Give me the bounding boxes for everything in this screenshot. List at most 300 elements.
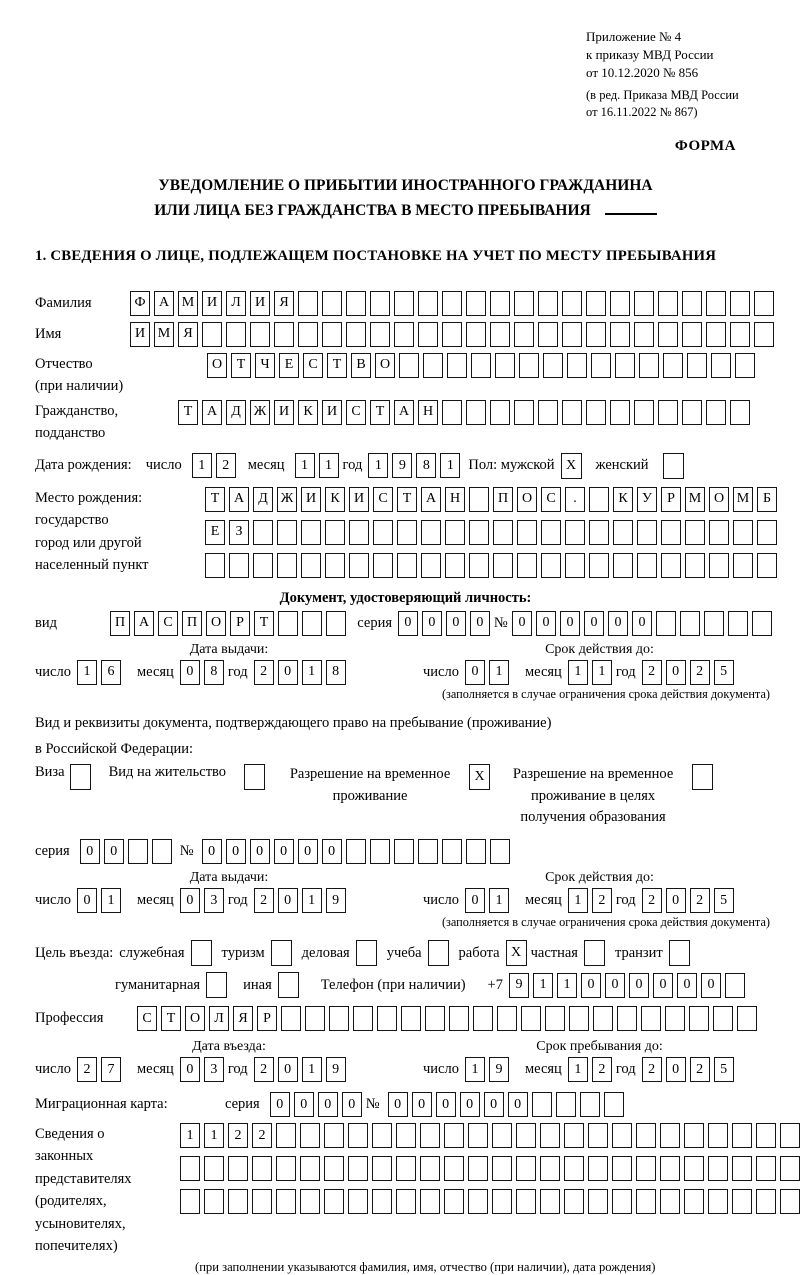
char-cell[interactable]: 0 bbox=[446, 611, 466, 636]
char-cell[interactable] bbox=[278, 611, 298, 636]
char-cell[interactable] bbox=[372, 1156, 392, 1181]
char-cell[interactable]: 0 bbox=[632, 611, 652, 636]
char-cell[interactable]: О bbox=[206, 611, 226, 636]
char-cell[interactable]: 0 bbox=[318, 1092, 338, 1117]
char-cell[interactable] bbox=[466, 400, 486, 425]
char-cell[interactable] bbox=[569, 1006, 589, 1031]
char-cell[interactable] bbox=[469, 520, 489, 545]
char-cell[interactable] bbox=[589, 487, 609, 512]
char-cell[interactable]: 9 bbox=[392, 453, 412, 478]
char-cell[interactable] bbox=[442, 400, 462, 425]
char-cell[interactable] bbox=[543, 353, 563, 378]
char-cell[interactable] bbox=[735, 353, 755, 378]
char-cell[interactable]: 1 bbox=[568, 1057, 588, 1082]
char-cell[interactable]: 0 bbox=[666, 660, 686, 685]
char-cell[interactable] bbox=[687, 353, 707, 378]
char-cell[interactable] bbox=[780, 1189, 800, 1214]
char-cell[interactable]: 0 bbox=[104, 839, 124, 864]
char-cell[interactable] bbox=[466, 291, 486, 316]
char-cell[interactable]: А bbox=[394, 400, 414, 425]
char-cell[interactable]: 1 bbox=[180, 1123, 200, 1148]
char-cell[interactable]: С bbox=[137, 1006, 157, 1031]
char-cell[interactable] bbox=[517, 520, 537, 545]
char-cell[interactable] bbox=[708, 1123, 728, 1148]
residence-permit-checkbox[interactable] bbox=[244, 764, 265, 790]
char-cell[interactable] bbox=[493, 520, 513, 545]
char-cell[interactable] bbox=[613, 520, 633, 545]
char-cell[interactable] bbox=[521, 1006, 541, 1031]
char-cell[interactable] bbox=[226, 322, 246, 347]
purpose-other-checkbox[interactable] bbox=[278, 972, 299, 998]
char-cell[interactable]: Т bbox=[327, 353, 347, 378]
char-cell[interactable] bbox=[418, 322, 438, 347]
char-cell[interactable] bbox=[636, 1189, 656, 1214]
female-checkbox[interactable] bbox=[663, 453, 684, 479]
char-cell[interactable]: М bbox=[154, 322, 174, 347]
purpose-work-checkbox[interactable]: X bbox=[506, 940, 527, 966]
char-cell[interactable] bbox=[588, 1189, 608, 1214]
char-cell[interactable]: 0 bbox=[605, 973, 625, 998]
char-cell[interactable] bbox=[442, 322, 462, 347]
char-cell[interactable]: 0 bbox=[629, 973, 649, 998]
char-cell[interactable] bbox=[229, 553, 249, 578]
char-cell[interactable]: 0 bbox=[180, 888, 200, 913]
char-cell[interactable] bbox=[445, 520, 465, 545]
char-cell[interactable] bbox=[300, 1189, 320, 1214]
char-cell[interactable]: И bbox=[322, 400, 342, 425]
char-cell[interactable] bbox=[492, 1156, 512, 1181]
char-cell[interactable] bbox=[205, 553, 225, 578]
char-cell[interactable] bbox=[490, 322, 510, 347]
char-cell[interactable]: 1 bbox=[489, 888, 509, 913]
char-cell[interactable] bbox=[370, 839, 390, 864]
char-cell[interactable] bbox=[540, 1123, 560, 1148]
char-cell[interactable] bbox=[514, 322, 534, 347]
char-cell[interactable] bbox=[589, 553, 609, 578]
char-cell[interactable] bbox=[532, 1092, 552, 1117]
char-cell[interactable] bbox=[733, 520, 753, 545]
char-cell[interactable] bbox=[685, 553, 705, 578]
char-cell[interactable] bbox=[682, 291, 702, 316]
char-cell[interactable]: 1 bbox=[592, 660, 612, 685]
char-cell[interactable] bbox=[706, 400, 726, 425]
char-cell[interactable]: 1 bbox=[192, 453, 212, 478]
char-cell[interactable] bbox=[711, 353, 731, 378]
char-cell[interactable] bbox=[444, 1189, 464, 1214]
char-cell[interactable] bbox=[565, 520, 585, 545]
char-cell[interactable] bbox=[301, 520, 321, 545]
char-cell[interactable]: Т bbox=[397, 487, 417, 512]
purpose-private-checkbox[interactable] bbox=[584, 940, 605, 966]
char-cell[interactable]: 0 bbox=[536, 611, 556, 636]
char-cell[interactable]: Ж bbox=[277, 487, 297, 512]
char-cell[interactable] bbox=[612, 1123, 632, 1148]
char-cell[interactable]: 0 bbox=[226, 839, 246, 864]
char-cell[interactable] bbox=[564, 1156, 584, 1181]
char-cell[interactable] bbox=[538, 322, 558, 347]
char-cell[interactable] bbox=[394, 322, 414, 347]
char-cell[interactable]: С bbox=[158, 611, 178, 636]
char-cell[interactable] bbox=[444, 1123, 464, 1148]
char-cell[interactable] bbox=[637, 553, 657, 578]
char-cell[interactable] bbox=[541, 520, 561, 545]
char-cell[interactable] bbox=[752, 611, 772, 636]
char-cell[interactable] bbox=[730, 291, 750, 316]
char-cell[interactable]: 1 bbox=[101, 888, 121, 913]
char-cell[interactable]: 3 bbox=[204, 888, 224, 913]
char-cell[interactable] bbox=[589, 520, 609, 545]
char-cell[interactable]: И bbox=[250, 291, 270, 316]
char-cell[interactable]: Ч bbox=[255, 353, 275, 378]
char-cell[interactable] bbox=[610, 322, 630, 347]
char-cell[interactable]: Р bbox=[230, 611, 250, 636]
char-cell[interactable] bbox=[490, 839, 510, 864]
char-cell[interactable]: 1 bbox=[302, 660, 322, 685]
char-cell[interactable]: М bbox=[733, 487, 753, 512]
char-cell[interactable] bbox=[562, 291, 582, 316]
char-cell[interactable] bbox=[634, 291, 654, 316]
char-cell[interactable]: К bbox=[613, 487, 633, 512]
char-cell[interactable] bbox=[730, 322, 750, 347]
char-cell[interactable] bbox=[708, 1189, 728, 1214]
char-cell[interactable] bbox=[516, 1189, 536, 1214]
char-cell[interactable]: 1 bbox=[440, 453, 460, 478]
char-cell[interactable]: С bbox=[373, 487, 393, 512]
char-cell[interactable] bbox=[540, 1189, 560, 1214]
char-cell[interactable]: 0 bbox=[322, 839, 342, 864]
char-cell[interactable]: 0 bbox=[465, 888, 485, 913]
char-cell[interactable]: И bbox=[274, 400, 294, 425]
char-cell[interactable]: 0 bbox=[270, 1092, 290, 1117]
char-cell[interactable] bbox=[754, 322, 774, 347]
char-cell[interactable] bbox=[346, 839, 366, 864]
char-cell[interactable]: П bbox=[110, 611, 130, 636]
char-cell[interactable]: А bbox=[202, 400, 222, 425]
char-cell[interactable] bbox=[202, 322, 222, 347]
char-cell[interactable] bbox=[641, 1006, 661, 1031]
char-cell[interactable] bbox=[420, 1189, 440, 1214]
char-cell[interactable] bbox=[396, 1189, 416, 1214]
char-cell[interactable]: 0 bbox=[653, 973, 673, 998]
char-cell[interactable] bbox=[541, 553, 561, 578]
char-cell[interactable]: Т bbox=[205, 487, 225, 512]
purpose-official-checkbox[interactable] bbox=[191, 940, 212, 966]
char-cell[interactable]: 9 bbox=[509, 973, 529, 998]
purpose-tourism-checkbox[interactable] bbox=[271, 940, 292, 966]
char-cell[interactable]: 2 bbox=[690, 888, 710, 913]
char-cell[interactable] bbox=[348, 1123, 368, 1148]
char-cell[interactable]: 6 bbox=[101, 660, 121, 685]
char-cell[interactable]: 1 bbox=[302, 1057, 322, 1082]
char-cell[interactable] bbox=[706, 322, 726, 347]
char-cell[interactable] bbox=[252, 1156, 272, 1181]
char-cell[interactable]: 5 bbox=[714, 888, 734, 913]
char-cell[interactable] bbox=[349, 520, 369, 545]
char-cell[interactable] bbox=[580, 1092, 600, 1117]
char-cell[interactable] bbox=[565, 553, 585, 578]
char-cell[interactable]: Я bbox=[274, 291, 294, 316]
char-cell[interactable] bbox=[613, 553, 633, 578]
char-cell[interactable] bbox=[298, 322, 318, 347]
char-cell[interactable]: . bbox=[565, 487, 585, 512]
char-cell[interactable] bbox=[180, 1189, 200, 1214]
char-cell[interactable]: Л bbox=[209, 1006, 229, 1031]
char-cell[interactable]: Т bbox=[370, 400, 390, 425]
char-cell[interactable] bbox=[329, 1006, 349, 1031]
char-cell[interactable]: З bbox=[229, 520, 249, 545]
purpose-study-checkbox[interactable] bbox=[428, 940, 449, 966]
char-cell[interactable] bbox=[684, 1123, 704, 1148]
char-cell[interactable] bbox=[442, 291, 462, 316]
char-cell[interactable]: 7 bbox=[101, 1057, 121, 1082]
char-cell[interactable] bbox=[756, 1123, 776, 1148]
char-cell[interactable]: 0 bbox=[470, 611, 490, 636]
char-cell[interactable] bbox=[704, 611, 724, 636]
char-cell[interactable]: 0 bbox=[422, 611, 442, 636]
char-cell[interactable] bbox=[588, 1156, 608, 1181]
char-cell[interactable] bbox=[661, 520, 681, 545]
char-cell[interactable] bbox=[180, 1156, 200, 1181]
char-cell[interactable] bbox=[612, 1189, 632, 1214]
char-cell[interactable] bbox=[709, 553, 729, 578]
char-cell[interactable]: 0 bbox=[412, 1092, 432, 1117]
purpose-humanitarian-checkbox[interactable] bbox=[206, 972, 227, 998]
char-cell[interactable]: Н bbox=[418, 400, 438, 425]
char-cell[interactable]: И bbox=[301, 487, 321, 512]
char-cell[interactable]: А bbox=[134, 611, 154, 636]
char-cell[interactable] bbox=[373, 520, 393, 545]
char-cell[interactable] bbox=[372, 1189, 392, 1214]
char-cell[interactable] bbox=[713, 1006, 733, 1031]
male-checkbox[interactable]: X bbox=[561, 453, 582, 479]
char-cell[interactable]: 2 bbox=[77, 1057, 97, 1082]
char-cell[interactable] bbox=[469, 553, 489, 578]
char-cell[interactable] bbox=[228, 1156, 248, 1181]
char-cell[interactable] bbox=[399, 353, 419, 378]
char-cell[interactable] bbox=[372, 1123, 392, 1148]
char-cell[interactable]: 1 bbox=[368, 453, 388, 478]
char-cell[interactable] bbox=[756, 1189, 776, 1214]
char-cell[interactable] bbox=[348, 1156, 368, 1181]
char-cell[interactable]: 0 bbox=[484, 1092, 504, 1117]
char-cell[interactable] bbox=[593, 1006, 613, 1031]
char-cell[interactable]: 0 bbox=[465, 660, 485, 685]
char-cell[interactable]: 2 bbox=[690, 660, 710, 685]
char-cell[interactable] bbox=[250, 322, 270, 347]
char-cell[interactable] bbox=[689, 1006, 709, 1031]
char-cell[interactable] bbox=[397, 553, 417, 578]
char-cell[interactable]: Я bbox=[178, 322, 198, 347]
char-cell[interactable]: 8 bbox=[204, 660, 224, 685]
char-cell[interactable] bbox=[281, 1006, 301, 1031]
char-cell[interactable]: 2 bbox=[642, 888, 662, 913]
char-cell[interactable] bbox=[612, 1156, 632, 1181]
char-cell[interactable]: 1 bbox=[204, 1123, 224, 1148]
char-cell[interactable]: 2 bbox=[592, 888, 612, 913]
char-cell[interactable] bbox=[397, 520, 417, 545]
char-cell[interactable] bbox=[780, 1156, 800, 1181]
char-cell[interactable] bbox=[276, 1189, 296, 1214]
char-cell[interactable] bbox=[322, 322, 342, 347]
char-cell[interactable]: Т bbox=[178, 400, 198, 425]
char-cell[interactable]: 0 bbox=[278, 1057, 298, 1082]
char-cell[interactable]: А bbox=[229, 487, 249, 512]
char-cell[interactable] bbox=[660, 1156, 680, 1181]
char-cell[interactable]: 2 bbox=[592, 1057, 612, 1082]
char-cell[interactable] bbox=[610, 291, 630, 316]
char-cell[interactable]: С bbox=[303, 353, 323, 378]
char-cell[interactable] bbox=[730, 400, 750, 425]
char-cell[interactable] bbox=[348, 1189, 368, 1214]
char-cell[interactable] bbox=[298, 291, 318, 316]
char-cell[interactable] bbox=[617, 1006, 637, 1031]
char-cell[interactable] bbox=[538, 400, 558, 425]
char-cell[interactable]: С bbox=[541, 487, 561, 512]
char-cell[interactable]: К bbox=[325, 487, 345, 512]
char-cell[interactable] bbox=[732, 1123, 752, 1148]
char-cell[interactable]: 1 bbox=[77, 660, 97, 685]
char-cell[interactable]: 0 bbox=[436, 1092, 456, 1117]
char-cell[interactable] bbox=[658, 400, 678, 425]
char-cell[interactable] bbox=[442, 839, 462, 864]
char-cell[interactable] bbox=[420, 1123, 440, 1148]
char-cell[interactable]: 2 bbox=[254, 1057, 274, 1082]
char-cell[interactable] bbox=[276, 1123, 296, 1148]
char-cell[interactable]: 0 bbox=[560, 611, 580, 636]
char-cell[interactable] bbox=[540, 1156, 560, 1181]
char-cell[interactable]: 9 bbox=[489, 1057, 509, 1082]
char-cell[interactable] bbox=[373, 553, 393, 578]
purpose-transit-checkbox[interactable] bbox=[669, 940, 690, 966]
char-cell[interactable]: Р bbox=[257, 1006, 277, 1031]
char-cell[interactable] bbox=[684, 1156, 704, 1181]
char-cell[interactable]: 0 bbox=[666, 1057, 686, 1082]
char-cell[interactable] bbox=[495, 353, 515, 378]
char-cell[interactable] bbox=[421, 520, 441, 545]
char-cell[interactable]: 0 bbox=[202, 839, 222, 864]
char-cell[interactable]: 0 bbox=[460, 1092, 480, 1117]
char-cell[interactable] bbox=[639, 353, 659, 378]
char-cell[interactable]: 2 bbox=[216, 453, 236, 478]
char-cell[interactable] bbox=[300, 1156, 320, 1181]
purpose-business-checkbox[interactable] bbox=[356, 940, 377, 966]
char-cell[interactable] bbox=[682, 322, 702, 347]
char-cell[interactable] bbox=[663, 353, 683, 378]
char-cell[interactable] bbox=[420, 1156, 440, 1181]
char-cell[interactable] bbox=[449, 1006, 469, 1031]
char-cell[interactable]: Н bbox=[445, 487, 465, 512]
char-cell[interactable] bbox=[349, 553, 369, 578]
char-cell[interactable] bbox=[468, 1123, 488, 1148]
char-cell[interactable] bbox=[636, 1123, 656, 1148]
char-cell[interactable] bbox=[556, 1092, 576, 1117]
char-cell[interactable] bbox=[396, 1156, 416, 1181]
char-cell[interactable]: И bbox=[349, 487, 369, 512]
char-cell[interactable]: 0 bbox=[701, 973, 721, 998]
char-cell[interactable] bbox=[300, 1123, 320, 1148]
char-cell[interactable] bbox=[586, 322, 606, 347]
char-cell[interactable] bbox=[473, 1006, 493, 1031]
char-cell[interactable]: 1 bbox=[533, 973, 553, 998]
char-cell[interactable] bbox=[447, 353, 467, 378]
char-cell[interactable] bbox=[492, 1123, 512, 1148]
char-cell[interactable]: 0 bbox=[608, 611, 628, 636]
char-cell[interactable]: 2 bbox=[254, 888, 274, 913]
char-cell[interactable] bbox=[490, 291, 510, 316]
char-cell[interactable] bbox=[396, 1123, 416, 1148]
char-cell[interactable]: 0 bbox=[508, 1092, 528, 1117]
char-cell[interactable]: 0 bbox=[677, 973, 697, 998]
char-cell[interactable]: 5 bbox=[714, 1057, 734, 1082]
char-cell[interactable] bbox=[517, 553, 537, 578]
char-cell[interactable]: 1 bbox=[319, 453, 339, 478]
char-cell[interactable] bbox=[706, 291, 726, 316]
char-cell[interactable]: 0 bbox=[298, 839, 318, 864]
char-cell[interactable] bbox=[682, 400, 702, 425]
char-cell[interactable] bbox=[757, 520, 777, 545]
char-cell[interactable] bbox=[562, 400, 582, 425]
char-cell[interactable] bbox=[252, 1189, 272, 1214]
char-cell[interactable]: 0 bbox=[250, 839, 270, 864]
char-cell[interactable] bbox=[708, 1156, 728, 1181]
char-cell[interactable]: 2 bbox=[642, 660, 662, 685]
char-cell[interactable] bbox=[660, 1189, 680, 1214]
char-cell[interactable]: 1 bbox=[302, 888, 322, 913]
char-cell[interactable] bbox=[660, 1123, 680, 1148]
char-cell[interactable] bbox=[353, 1006, 373, 1031]
char-cell[interactable] bbox=[471, 353, 491, 378]
char-cell[interactable]: 3 bbox=[204, 1057, 224, 1082]
char-cell[interactable]: 0 bbox=[388, 1092, 408, 1117]
char-cell[interactable]: 1 bbox=[295, 453, 315, 478]
char-cell[interactable]: 0 bbox=[180, 660, 200, 685]
char-cell[interactable]: М bbox=[178, 291, 198, 316]
char-cell[interactable]: Л bbox=[226, 291, 246, 316]
char-cell[interactable]: П bbox=[493, 487, 513, 512]
temp-residence-checkbox[interactable]: X bbox=[469, 764, 490, 790]
char-cell[interactable]: И bbox=[202, 291, 222, 316]
char-cell[interactable] bbox=[658, 291, 678, 316]
char-cell[interactable] bbox=[401, 1006, 421, 1031]
char-cell[interactable]: 1 bbox=[568, 660, 588, 685]
char-cell[interactable]: 0 bbox=[278, 660, 298, 685]
char-cell[interactable] bbox=[514, 291, 534, 316]
char-cell[interactable]: 0 bbox=[666, 888, 686, 913]
char-cell[interactable] bbox=[493, 553, 513, 578]
char-cell[interactable] bbox=[277, 553, 297, 578]
char-cell[interactable] bbox=[586, 400, 606, 425]
char-cell[interactable] bbox=[737, 1006, 757, 1031]
char-cell[interactable]: 0 bbox=[584, 611, 604, 636]
char-cell[interactable] bbox=[253, 553, 273, 578]
char-cell[interactable] bbox=[519, 353, 539, 378]
char-cell[interactable]: В bbox=[351, 353, 371, 378]
char-cell[interactable] bbox=[301, 553, 321, 578]
char-cell[interactable]: А bbox=[154, 291, 174, 316]
char-cell[interactable] bbox=[228, 1189, 248, 1214]
temp-residence-edu-checkbox[interactable] bbox=[692, 764, 713, 790]
char-cell[interactable]: 2 bbox=[690, 1057, 710, 1082]
char-cell[interactable] bbox=[709, 520, 729, 545]
char-cell[interactable] bbox=[325, 520, 345, 545]
char-cell[interactable] bbox=[377, 1006, 397, 1031]
char-cell[interactable]: 0 bbox=[581, 973, 601, 998]
char-cell[interactable]: А bbox=[421, 487, 441, 512]
char-cell[interactable] bbox=[370, 322, 390, 347]
char-cell[interactable] bbox=[466, 839, 486, 864]
char-cell[interactable]: 9 bbox=[326, 1057, 346, 1082]
char-cell[interactable] bbox=[423, 353, 443, 378]
